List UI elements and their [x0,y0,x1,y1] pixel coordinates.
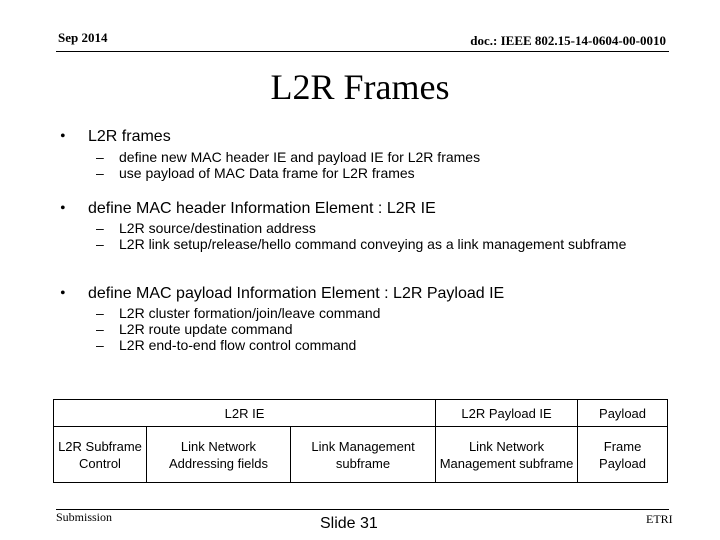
sub-item-text: define new MAC header IE and payload IE for L2R frames [119,149,481,165]
header-divider [56,51,669,52]
sub-item [96,149,639,165]
dash-marker: – [96,337,104,353]
bullet-marker: • [60,285,66,302]
header-date: Sep 2014 [58,30,108,45]
table-header-row [54,400,668,427]
l2r-ie-header: L2R IE [54,400,436,427]
sub-item [96,236,639,252]
sub-item [96,321,639,337]
footer-divider [56,509,669,510]
l2r-frame-table [53,399,668,483]
bullet-text: define MAC payload Information Element : L2R Payload IE [88,285,505,302]
dash-marker: – [96,236,104,252]
sub-item [96,165,639,181]
slide-number: Slide 31 [320,515,378,532]
sub-item-text: L2R route update command [119,321,293,337]
dash-marker: – [96,149,104,165]
sub-item-text: L2R source/destination address [119,220,316,236]
footer-submission: Submission [56,510,113,524]
sub-list [96,305,639,353]
sub-item [96,337,639,353]
frame-payload-cell: Frame Payload [578,427,668,483]
dash-marker: – [96,321,104,337]
table-row [54,427,668,483]
sub-list [96,149,639,181]
sub-item [96,220,639,236]
sub-item-text: L2R cluster formation/join/leave command [119,305,381,321]
sub-item-text: use payload of MAC Data frame for L2R frames [119,165,415,181]
dash-marker: – [96,220,104,236]
sub-item-text: L2R link setup/release/hello command conveying as a link management subframe [119,236,627,252]
sub-item-text: L2R end-to-end flow control command [119,337,357,353]
l2r-payload-ie-header: L2R Payload IE [436,400,578,427]
bullet-text: L2R frames [88,128,171,145]
subframe-control-cell: L2R Subframe Control [54,427,147,483]
payload-header: Payload [578,400,668,427]
header-doc-id: doc.: IEEE 802.15-14-0604-00-0010 [470,33,666,48]
dash-marker: – [96,165,104,181]
footer-org: ETRI [646,512,673,526]
link-network-management-subframe-cell: Link Network Management subframe [436,427,578,483]
bullet-marker: • [60,128,66,145]
link-network-addressing-cell: Link Network Addressing fields [147,427,291,483]
dash-marker: – [96,305,104,321]
slide-title: L2R Frames [270,67,450,107]
sub-list [96,220,639,252]
sub-item [96,305,639,321]
bullet-text: define MAC header Information Element : L2R IE [88,200,436,217]
link-management-subframe-cell: Link Management subframe [291,427,436,483]
bullet-marker: • [60,200,66,217]
